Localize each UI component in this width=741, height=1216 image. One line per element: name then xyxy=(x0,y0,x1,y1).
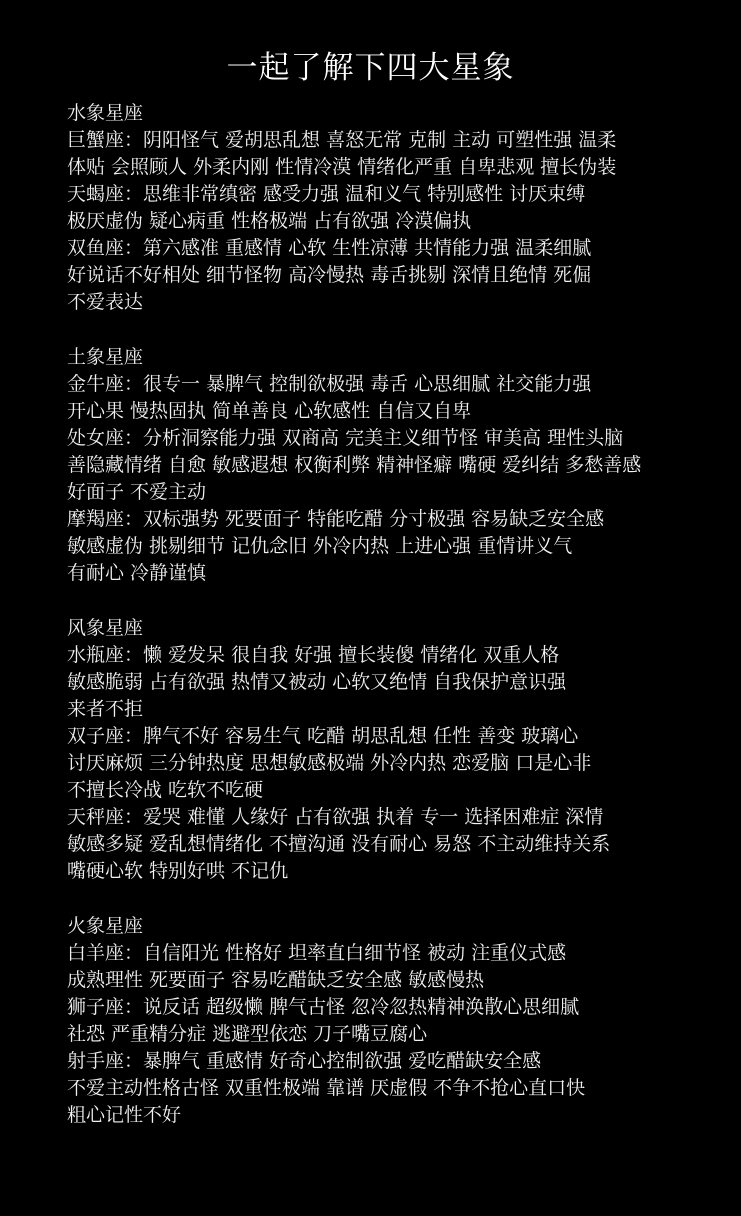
section-air xyxy=(67,615,727,885)
text-line: 成熟理性 死要面子 容易吃醋缺乏安全感 敏感慢热 xyxy=(67,969,485,991)
text-line: 狮子座：说反话 超级懒 脾气古怪 忽冷忽热精神涣散心思细腻 xyxy=(67,996,580,1018)
text-line: 不擅长冷战 吃软不吃硬 xyxy=(67,779,264,801)
text-line: 双鱼座：第六感准 重感情 心软 生性凉薄 共情能力强 温柔细腻 xyxy=(67,237,592,259)
text-line: 摩羯座：双标强势 死要面子 特能吃醋 分寸极强 容易缺乏安全感 xyxy=(67,508,605,530)
text-line: 敏感虚伪 挑剔细节 记仇念旧 外冷内热 上进心强 重情讲义气 xyxy=(67,535,573,557)
section-heading: 风象星座 xyxy=(67,617,144,639)
section-heading: 土象星座 xyxy=(67,346,144,368)
text-line: 射手座：暴脾气 重感情 好奇心控制欲强 爱吃醋缺安全感 xyxy=(67,1050,542,1072)
text-line: 好说话不好相处 细节怪物 高冷慢热 毒舌挑剔 深情且绝情 死倔 xyxy=(67,264,592,286)
text-line: 好面子 不爱主动 xyxy=(67,481,207,503)
text-line: 有耐心 冷静谨慎 xyxy=(67,562,207,584)
section-water xyxy=(67,100,727,316)
text-line: 不爱主动性格古怪 双重性极端 靠谱 厌虚假 不争不抢心直口快 xyxy=(67,1077,586,1099)
text-line: 社恐 严重精分症 逃避型依恋 刀子嘴豆腐心 xyxy=(67,1023,428,1045)
section-earth xyxy=(67,344,727,587)
section-heading: 火象星座 xyxy=(67,915,144,937)
text-line: 金牛座：很专一 暴脾气 控制欲极强 毒舌 心思细腻 社交能力强 xyxy=(67,373,592,395)
text-line: 天蝎座：思维非常缜密 感受力强 温和义气 特别感性 讨厌束缚 xyxy=(67,183,586,205)
text-line: 白羊座：自信阳光 性格好 坦率直白细节怪 被动 注重仪式感 xyxy=(67,942,567,964)
text-line: 开心果 慢热固执 简单善良 心软感性 自信又自卑 xyxy=(67,400,472,422)
text-line: 双子座：脾气不好 容易生气 吃醋 胡思乱想 任性 善变 玻璃心 xyxy=(67,725,579,747)
text-line: 天秤座：爱哭 难懂 人缘好 占有欲强 执着 专一 选择困难症 深情 xyxy=(67,806,604,828)
content xyxy=(67,100,727,1157)
text-line: 不爱表达 xyxy=(67,291,144,313)
text-line: 讨厌麻烦 三分钟热度 思想敏感极端 外冷内热 恋爱脑 口是心非 xyxy=(67,752,592,774)
text-line: 巨蟹座：阴阳怪气 爱胡思乱想 喜怒无常 克制 主动 可塑性强 温柔 xyxy=(67,129,617,151)
text-line: 嘴硬心软 特别好哄 不记仇 xyxy=(67,860,289,882)
section-heading: 水象星座 xyxy=(67,102,144,124)
text-line: 来者不拒 xyxy=(67,698,144,720)
text-line: 体贴 会照顾人 外柔内刚 性情冷漠 情绪化严重 自卑悲观 擅长伪装 xyxy=(67,156,617,178)
text-line: 善隐藏情绪 自愈 敏感遐想 权衡利弊 精神怪癖 嘴硬 爱纠结 多愁善感 xyxy=(67,454,642,476)
section-fire xyxy=(67,913,727,1129)
page-title: 一起了解下四大星象 xyxy=(226,50,515,86)
text-line: 极厌虚伪 疑心病重 性格极端 占有欲强 冷漠偏执 xyxy=(67,210,472,232)
text-line: 敏感多疑 爱乱想情绪化 不擅沟通 没有耐心 易怒 不主动维持关系 xyxy=(67,833,611,855)
text-line: 水瓶座：懒 爱发呆 很自我 好强 擅长装傻 情绪化 双重人格 xyxy=(67,644,560,666)
text-line: 粗心记性不好 xyxy=(67,1104,182,1126)
text-line: 敏感脆弱 占有欲强 热情又被动 心软又绝情 自我保护意识强 xyxy=(67,671,567,693)
text-line: 处女座：分析洞察能力强 双商高 完美主义细节怪 审美高 理性头脑 xyxy=(67,427,624,449)
